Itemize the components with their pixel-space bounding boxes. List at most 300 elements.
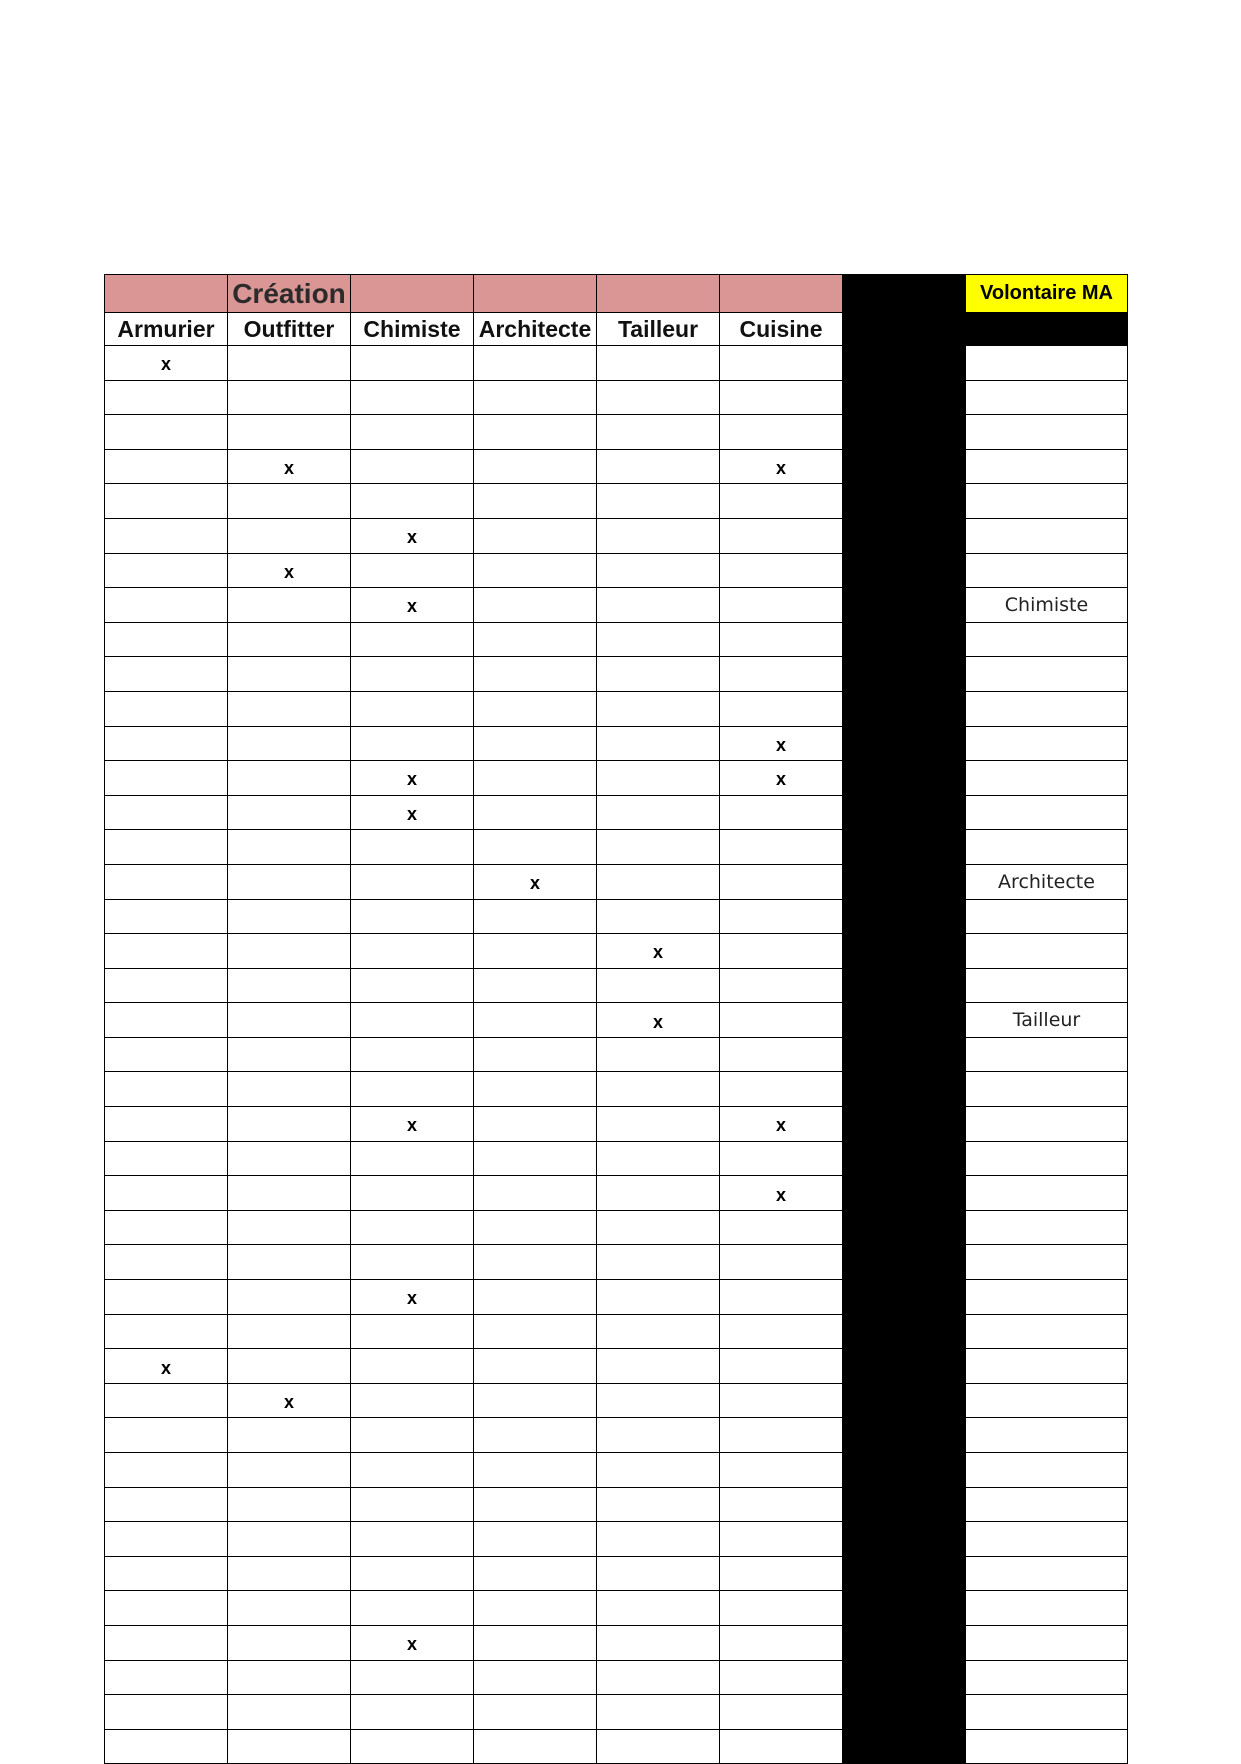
table-row [105, 449, 1128, 484]
mark-cell-chimiste[interactable]: x [351, 795, 474, 830]
mark-cell-architecte[interactable] [474, 657, 597, 692]
mark-cell-tailleur[interactable] [597, 864, 720, 899]
mark-cell-outfitter[interactable] [228, 1729, 351, 1764]
volunteer-cell[interactable] [966, 1349, 1128, 1384]
volunteer-cell[interactable] [966, 1280, 1128, 1315]
mark-cell-tailleur[interactable] [597, 484, 720, 519]
mark-cell-chimiste[interactable] [351, 346, 474, 381]
mark-cell-tailleur[interactable] [597, 968, 720, 1003]
mark-cell-chimiste[interactable]: x [351, 588, 474, 623]
mark-cell-armurier[interactable] [105, 1729, 228, 1764]
mark-cell-outfitter[interactable] [228, 1625, 351, 1660]
mark-cell-cuisine[interactable] [720, 1072, 843, 1107]
mark-cell-tailleur[interactable] [597, 1660, 720, 1695]
mark-cell-chimiste[interactable] [351, 1072, 474, 1107]
mark-cell-chimiste[interactable] [351, 1487, 474, 1522]
mark-cell-chimiste[interactable] [351, 1729, 474, 1764]
mark-cell-architecte[interactable] [474, 449, 597, 484]
mark-cell-tailleur[interactable] [597, 415, 720, 450]
mark-cell-outfitter[interactable] [228, 1245, 351, 1280]
mark-cell-architecte[interactable] [474, 1314, 597, 1349]
mark-cell-cuisine[interactable] [720, 518, 843, 553]
mark-cell-chimiste[interactable] [351, 691, 474, 726]
mark-cell-armurier[interactable] [105, 449, 228, 484]
mark-cell-architecte[interactable] [474, 1625, 597, 1660]
mark-cell-tailleur[interactable] [597, 449, 720, 484]
volunteer-cell[interactable] [966, 1037, 1128, 1072]
mark-cell-cuisine[interactable] [720, 1591, 843, 1626]
mark-cell-tailleur[interactable]: x [597, 934, 720, 969]
mark-cell-architecte[interactable] [474, 346, 597, 381]
black-separator-column [843, 864, 966, 899]
mark-cell-architecte[interactable] [474, 380, 597, 415]
volunteer-cell[interactable] [966, 1210, 1128, 1245]
mark-cell-armurier[interactable] [105, 1141, 228, 1176]
mark-cell-architecte[interactable] [474, 484, 597, 519]
mark-cell-outfitter[interactable] [228, 1107, 351, 1142]
mark-cell-chimiste[interactable] [351, 484, 474, 519]
mark-cell-architecte[interactable] [474, 1280, 597, 1315]
mark-cell-tailleur[interactable] [597, 553, 720, 588]
mark-cell-tailleur[interactable]: x [597, 1003, 720, 1038]
mark-cell-chimiste[interactable] [351, 830, 474, 865]
mark-cell-chimiste[interactable] [351, 1695, 474, 1730]
mark-cell-armurier[interactable] [105, 726, 228, 761]
mark-cell-armurier[interactable] [105, 657, 228, 692]
mark-cell-cuisine[interactable] [720, 864, 843, 899]
mark-cell-architecte[interactable]: x [474, 864, 597, 899]
black-separator-column [843, 1453, 966, 1488]
mark-cell-cuisine[interactable]: x [720, 726, 843, 761]
mark-cell-chimiste[interactable] [351, 1383, 474, 1418]
mark-cell-outfitter[interactable] [228, 795, 351, 830]
volunteer-cell[interactable] [966, 1660, 1128, 1695]
mark-cell-cuisine[interactable] [720, 691, 843, 726]
mark-cell-outfitter[interactable] [228, 1176, 351, 1211]
mark-cell-cuisine[interactable] [720, 899, 843, 934]
mark-cell-tailleur[interactable] [597, 795, 720, 830]
volunteer-cell[interactable] [966, 622, 1128, 657]
mark-cell-chimiste[interactable] [351, 415, 474, 450]
volunteer-cell[interactable] [966, 449, 1128, 484]
volunteer-cell[interactable] [966, 518, 1128, 553]
mark-cell-chimiste[interactable] [351, 968, 474, 1003]
table-row [105, 1037, 1128, 1072]
mark-cell-architecte[interactable] [474, 1660, 597, 1695]
mark-cell-outfitter[interactable] [228, 622, 351, 657]
mark-cell-architecte[interactable] [474, 1072, 597, 1107]
mark-cell-architecte[interactable] [474, 622, 597, 657]
mark-cell-architecte[interactable] [474, 1695, 597, 1730]
mark-cell-outfitter[interactable] [228, 518, 351, 553]
table-row [105, 553, 1128, 588]
mark-cell-armurier[interactable] [105, 1556, 228, 1591]
mark-cell-armurier[interactable] [105, 691, 228, 726]
mark-cell-architecte[interactable] [474, 1210, 597, 1245]
mark-cell-armurier[interactable] [105, 1314, 228, 1349]
mark-cell-architecte[interactable] [474, 726, 597, 761]
mark-cell-tailleur[interactable] [597, 1591, 720, 1626]
black-separator-column [843, 346, 966, 381]
mark-cell-armurier[interactable] [105, 518, 228, 553]
mark-cell-chimiste[interactable] [351, 1556, 474, 1591]
mark-cell-tailleur[interactable] [597, 1729, 720, 1764]
mark-cell-armurier[interactable] [105, 415, 228, 450]
mark-cell-chimiste[interactable] [351, 1141, 474, 1176]
mark-cell-outfitter[interactable] [228, 346, 351, 381]
volunteer-cell[interactable]: Tailleur [966, 1003, 1128, 1038]
table-row [105, 1487, 1128, 1522]
mark-cell-armurier[interactable] [105, 1383, 228, 1418]
mark-cell-cuisine[interactable] [720, 484, 843, 519]
mark-cell-architecte[interactable] [474, 1522, 597, 1557]
mark-cell-tailleur[interactable] [597, 1107, 720, 1142]
mark-cell-armurier[interactable] [105, 1453, 228, 1488]
mark-cell-cuisine[interactable] [720, 795, 843, 830]
mark-cell-chimiste[interactable] [351, 1522, 474, 1557]
volunteer-cell[interactable] [966, 726, 1128, 761]
black-separator-column [843, 795, 966, 830]
mark-cell-tailleur[interactable] [597, 1487, 720, 1522]
mark-cell-tailleur[interactable] [597, 1349, 720, 1384]
volunteer-cell[interactable] [966, 553, 1128, 588]
mark-cell-armurier[interactable] [105, 1176, 228, 1211]
mark-cell-cuisine[interactable]: x [720, 761, 843, 796]
mark-cell-tailleur[interactable] [597, 1176, 720, 1211]
mark-cell-outfitter[interactable] [228, 1591, 351, 1626]
mark-cell-cuisine[interactable] [720, 1625, 843, 1660]
mark-cell-chimiste[interactable] [351, 657, 474, 692]
mark-cell-tailleur[interactable] [597, 1625, 720, 1660]
mark-cell-tailleur[interactable] [597, 1141, 720, 1176]
mark-cell-chimiste[interactable] [351, 1349, 474, 1384]
mark-cell-outfitter[interactable] [228, 415, 351, 450]
mark-cell-chimiste[interactable] [351, 864, 474, 899]
mark-cell-chimiste[interactable] [351, 1037, 474, 1072]
mark-cell-chimiste[interactable]: x [351, 1280, 474, 1315]
mark-cell-cuisine[interactable] [720, 1695, 843, 1730]
mark-cell-chimiste[interactable] [351, 726, 474, 761]
mark-cell-architecte[interactable] [474, 968, 597, 1003]
mark-cell-outfitter[interactable] [228, 588, 351, 623]
mark-cell-tailleur[interactable] [597, 899, 720, 934]
mark-cell-tailleur[interactable] [597, 622, 720, 657]
mark-cell-tailleur[interactable] [597, 1418, 720, 1453]
mark-cell-armurier[interactable] [105, 795, 228, 830]
mark-cell-architecte[interactable] [474, 1556, 597, 1591]
mark-cell-tailleur[interactable] [597, 1522, 720, 1557]
mark-cell-architecte[interactable] [474, 691, 597, 726]
mark-cell-armurier[interactable] [105, 1072, 228, 1107]
mark-cell-cuisine[interactable] [720, 1660, 843, 1695]
mark-cell-tailleur[interactable] [597, 1210, 720, 1245]
mark-cell-cuisine[interactable] [720, 1280, 843, 1315]
mark-cell-architecte[interactable] [474, 1245, 597, 1280]
volunteer-cell[interactable] [966, 1383, 1128, 1418]
volunteer-cell[interactable] [966, 380, 1128, 415]
mark-cell-armurier[interactable] [105, 968, 228, 1003]
mark-cell-tailleur[interactable] [597, 1280, 720, 1315]
mark-cell-tailleur[interactable] [597, 380, 720, 415]
mark-cell-armurier[interactable] [105, 1591, 228, 1626]
mark-cell-outfitter[interactable]: x [228, 1383, 351, 1418]
mark-cell-armurier[interactable] [105, 1695, 228, 1730]
mark-cell-outfitter[interactable] [228, 484, 351, 519]
mark-cell-chimiste[interactable] [351, 449, 474, 484]
mark-cell-architecte[interactable] [474, 1037, 597, 1072]
mark-cell-armurier[interactable] [105, 761, 228, 796]
volunteer-cell[interactable] [966, 1245, 1128, 1280]
mark-cell-cuisine[interactable] [720, 346, 843, 381]
volunteer-cell[interactable] [966, 1418, 1128, 1453]
mark-cell-outfitter[interactable] [228, 1522, 351, 1557]
mark-cell-outfitter[interactable] [228, 1037, 351, 1072]
mark-cell-architecte[interactable] [474, 1349, 597, 1384]
mark-cell-architecte[interactable] [474, 1418, 597, 1453]
volunteer-cell[interactable] [966, 691, 1128, 726]
mark-cell-outfitter[interactable] [228, 1695, 351, 1730]
mark-cell-cuisine[interactable]: x [720, 1176, 843, 1211]
mark-cell-outfitter[interactable] [228, 934, 351, 969]
volunteer-cell[interactable] [966, 1107, 1128, 1142]
mark-cell-chimiste[interactable] [351, 1003, 474, 1038]
mark-cell-cuisine[interactable] [720, 1729, 843, 1764]
mark-cell-cuisine[interactable] [720, 622, 843, 657]
mark-cell-outfitter[interactable] [228, 1660, 351, 1695]
mark-cell-cuisine[interactable] [720, 934, 843, 969]
mark-cell-armurier[interactable] [105, 1037, 228, 1072]
mark-cell-cuisine[interactable] [720, 553, 843, 588]
mark-cell-outfitter[interactable] [228, 1418, 351, 1453]
mark-cell-armurier[interactable] [105, 553, 228, 588]
volunteer-cell[interactable] [966, 1487, 1128, 1522]
mark-cell-armurier[interactable] [105, 899, 228, 934]
mark-cell-tailleur[interactable] [597, 588, 720, 623]
mark-cell-chimiste[interactable]: x [351, 761, 474, 796]
volunteer-cell[interactable] [966, 1625, 1128, 1660]
mark-cell-cuisine[interactable] [720, 657, 843, 692]
mark-cell-architecte[interactable] [474, 1003, 597, 1038]
mark-cell-tailleur[interactable] [597, 1383, 720, 1418]
mark-cell-cuisine[interactable] [720, 968, 843, 1003]
mark-cell-architecte[interactable] [474, 1141, 597, 1176]
mark-cell-outfitter[interactable] [228, 380, 351, 415]
mark-cell-cuisine[interactable]: x [720, 449, 843, 484]
mark-cell-chimiste[interactable] [351, 1418, 474, 1453]
volunteer-cell[interactable] [966, 1556, 1128, 1591]
mark-cell-cuisine[interactable] [720, 1556, 843, 1591]
mark-cell-chimiste[interactable] [351, 1591, 474, 1626]
mark-cell-cuisine[interactable] [720, 1349, 843, 1384]
mark-cell-architecte[interactable] [474, 830, 597, 865]
mark-cell-chimiste[interactable] [351, 1210, 474, 1245]
mark-cell-chimiste[interactable]: x [351, 1107, 474, 1142]
mark-cell-chimiste[interactable] [351, 1245, 474, 1280]
mark-cell-tailleur[interactable] [597, 1314, 720, 1349]
table-row [105, 346, 1128, 381]
volunteer-cell[interactable] [966, 1591, 1128, 1626]
mark-cell-chimiste[interactable] [351, 622, 474, 657]
mark-cell-architecte[interactable] [474, 934, 597, 969]
mark-cell-cuisine[interactable] [720, 1314, 843, 1349]
volunteer-cell[interactable] [966, 1729, 1128, 1764]
mark-cell-outfitter[interactable] [228, 1280, 351, 1315]
mark-cell-cuisine[interactable]: x [720, 1107, 843, 1142]
mark-cell-outfitter[interactable] [228, 1072, 351, 1107]
mark-cell-architecte[interactable] [474, 415, 597, 450]
volunteer-cell[interactable]: Architecte [966, 864, 1128, 899]
volunteer-cell[interactable] [966, 1176, 1128, 1211]
mark-cell-armurier[interactable] [105, 484, 228, 519]
mark-cell-architecte[interactable] [474, 1591, 597, 1626]
mark-cell-tailleur[interactable] [597, 1037, 720, 1072]
mark-cell-tailleur[interactable] [597, 1245, 720, 1280]
mark-cell-cuisine[interactable] [720, 1245, 843, 1280]
mark-cell-architecte[interactable] [474, 1453, 597, 1488]
mark-cell-armurier[interactable] [105, 1210, 228, 1245]
mark-cell-cuisine[interactable] [720, 1418, 843, 1453]
mark-cell-outfitter[interactable]: x [228, 449, 351, 484]
mark-cell-cuisine[interactable] [720, 1453, 843, 1488]
volunteer-cell[interactable] [966, 1522, 1128, 1557]
mark-cell-architecte[interactable] [474, 518, 597, 553]
mark-cell-armurier[interactable] [105, 1107, 228, 1142]
mark-cell-tailleur[interactable] [597, 830, 720, 865]
mark-cell-architecte[interactable] [474, 795, 597, 830]
mark-cell-outfitter[interactable] [228, 726, 351, 761]
mark-cell-architecte[interactable] [474, 1487, 597, 1522]
mark-cell-outfitter[interactable] [228, 691, 351, 726]
mark-cell-armurier[interactable] [105, 830, 228, 865]
volunteer-cell[interactable] [966, 795, 1128, 830]
volunteer-cell[interactable] [966, 657, 1128, 692]
mark-cell-outfitter[interactable] [228, 657, 351, 692]
mark-cell-cuisine[interactable] [720, 1522, 843, 1557]
mark-cell-architecte[interactable] [474, 899, 597, 934]
volunteer-cell[interactable] [966, 1453, 1128, 1488]
mark-cell-outfitter[interactable] [228, 1003, 351, 1038]
mark-cell-chimiste[interactable] [351, 1314, 474, 1349]
volunteer-cell[interactable] [966, 484, 1128, 519]
mark-cell-tailleur[interactable] [597, 518, 720, 553]
mark-cell-cuisine[interactable] [720, 830, 843, 865]
mark-cell-architecte[interactable] [474, 1383, 597, 1418]
table-row [105, 1625, 1128, 1660]
volunteer-cell[interactable] [966, 1141, 1128, 1176]
mark-cell-chimiste[interactable] [351, 1660, 474, 1695]
mark-cell-chimiste[interactable] [351, 1453, 474, 1488]
black-separator-column [843, 726, 966, 761]
mark-cell-cuisine[interactable] [720, 380, 843, 415]
mark-cell-architecte[interactable] [474, 553, 597, 588]
mark-cell-outfitter[interactable] [228, 761, 351, 796]
mark-cell-outfitter[interactable] [228, 1487, 351, 1522]
volunteer-cell[interactable] [966, 899, 1128, 934]
volunteer-cell[interactable] [966, 761, 1128, 796]
mark-cell-tailleur[interactable] [597, 1695, 720, 1730]
mark-cell-tailleur[interactable] [597, 657, 720, 692]
mark-cell-cuisine[interactable] [720, 1210, 843, 1245]
mark-cell-outfitter[interactable] [228, 1556, 351, 1591]
volunteer-cell[interactable] [966, 1072, 1128, 1107]
volunteer-cell[interactable] [966, 968, 1128, 1003]
mark-cell-armurier[interactable] [105, 1522, 228, 1557]
mark-cell-armurier[interactable] [105, 864, 228, 899]
mark-cell-outfitter[interactable] [228, 1314, 351, 1349]
mark-cell-chimiste[interactable]: x [351, 1625, 474, 1660]
mark-cell-armurier[interactable] [105, 380, 228, 415]
mark-cell-outfitter[interactable] [228, 1349, 351, 1384]
volunteer-cell[interactable] [966, 1314, 1128, 1349]
mark-cell-outfitter[interactable] [228, 1210, 351, 1245]
mark-cell-chimiste[interactable] [351, 1176, 474, 1211]
mark-cell-armurier[interactable]: x [105, 346, 228, 381]
mark-cell-chimiste[interactable] [351, 899, 474, 934]
mark-cell-tailleur[interactable] [597, 346, 720, 381]
mark-cell-chimiste[interactable] [351, 380, 474, 415]
mark-cell-cuisine[interactable] [720, 588, 843, 623]
volunteer-cell[interactable]: Chimiste [966, 588, 1128, 623]
table-row [105, 1660, 1128, 1695]
mark-cell-architecte[interactable] [474, 1729, 597, 1764]
mark-cell-armurier[interactable] [105, 934, 228, 969]
mark-cell-chimiste[interactable] [351, 553, 474, 588]
mark-cell-armurier[interactable] [105, 1245, 228, 1280]
mark-cell-outfitter[interactable] [228, 1453, 351, 1488]
mark-cell-armurier[interactable] [105, 1660, 228, 1695]
volunteer-cell[interactable] [966, 830, 1128, 865]
mark-cell-tailleur[interactable] [597, 1453, 720, 1488]
mark-cell-chimiste[interactable]: x [351, 518, 474, 553]
volunteer-cell[interactable] [966, 415, 1128, 450]
mark-cell-outfitter[interactable] [228, 830, 351, 865]
mark-cell-architecte[interactable] [474, 1176, 597, 1211]
mark-cell-cuisine[interactable] [720, 1487, 843, 1522]
mark-cell-tailleur[interactable] [597, 1072, 720, 1107]
volunteer-cell[interactable] [966, 346, 1128, 381]
mark-cell-armurier[interactable]: x [105, 1349, 228, 1384]
mark-cell-outfitter[interactable] [228, 864, 351, 899]
mark-cell-armurier[interactable] [105, 1418, 228, 1453]
mark-cell-outfitter[interactable]: x [228, 553, 351, 588]
black-separator-column [843, 1245, 966, 1280]
volunteer-cell[interactable] [966, 1695, 1128, 1730]
mark-cell-outfitter[interactable] [228, 1141, 351, 1176]
mark-cell-cuisine[interactable] [720, 1383, 843, 1418]
mark-cell-cuisine[interactable] [720, 1037, 843, 1072]
mark-cell-outfitter[interactable] [228, 899, 351, 934]
mark-cell-armurier[interactable] [105, 1003, 228, 1038]
mark-cell-tailleur[interactable] [597, 691, 720, 726]
mark-cell-tailleur[interactable] [597, 761, 720, 796]
mark-cell-armurier[interactable] [105, 1625, 228, 1660]
mark-cell-chimiste[interactable] [351, 934, 474, 969]
mark-cell-outfitter[interactable] [228, 968, 351, 1003]
mark-cell-architecte[interactable] [474, 761, 597, 796]
mark-cell-cuisine[interactable] [720, 1003, 843, 1038]
mark-cell-armurier[interactable] [105, 622, 228, 657]
mark-cell-architecte[interactable] [474, 1107, 597, 1142]
mark-cell-tailleur[interactable] [597, 726, 720, 761]
mark-cell-tailleur[interactable] [597, 1556, 720, 1591]
mark-cell-armurier[interactable] [105, 1487, 228, 1522]
mark-cell-cuisine[interactable] [720, 415, 843, 450]
mark-cell-cuisine[interactable] [720, 1141, 843, 1176]
mark-cell-armurier[interactable] [105, 1280, 228, 1315]
volunteer-cell[interactable] [966, 934, 1128, 969]
mark-cell-architecte[interactable] [474, 588, 597, 623]
mark-cell-armurier[interactable] [105, 588, 228, 623]
